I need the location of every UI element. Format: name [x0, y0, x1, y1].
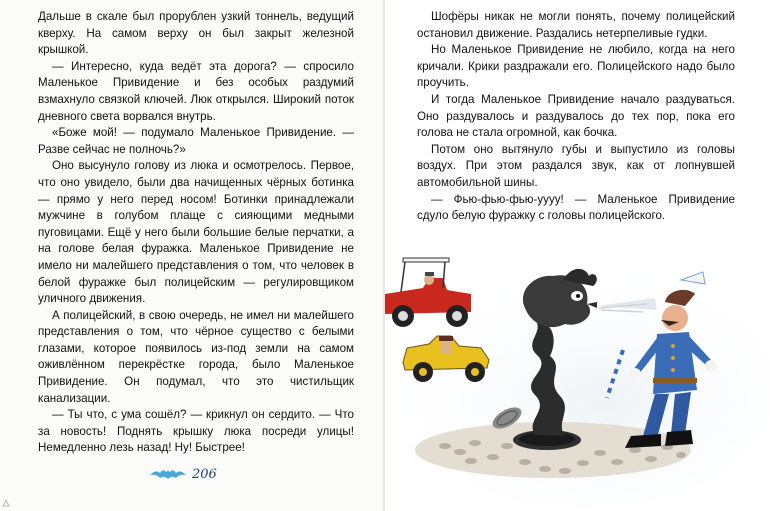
- street-illustration: [385, 250, 770, 511]
- left-page-text: [38, 9, 354, 457]
- right-page: [385, 0, 770, 511]
- paragraph: — Ты что, с ума сошёл? — крикнул он сердито. — Что за новость! Поднять крышку люка посреди улицы! Немедленно лезь назад! Ну! Быстрее!: [38, 408, 354, 455]
- paragraph: — Интересно, куда ведёт эта дорога? — спросило Маленькое Привидение и без особых раздумий взмахнуло связкой ключей. Люк открылся. Широкий поток дневного света ворвался внутрь.: [38, 59, 354, 123]
- paragraph: Потом оно вытянуло губы и выпустило из головы воздух. При этом раздался звук, как от лопнувшей автомобильной шины.: [417, 142, 735, 189]
- red-car: [385, 258, 471, 327]
- paragraph: Дальше в скале был прорублен узкий тоннель, ведущий кверху. На самом верху он был закрыт железной крышкой.: [38, 10, 354, 57]
- paragraph: Шофёры никак не могли понять, почему полицейский остановил движение. Раздались нетерпеливые гудки.: [417, 10, 735, 40]
- page-number-folio: [148, 466, 217, 482]
- paragraph: «Боже мой! — подумало Маленькое Привидение. — Разве сейчас не полночь?»: [38, 126, 354, 156]
- bat-ornament-icon: [148, 466, 188, 482]
- left-page: [0, 0, 383, 511]
- paragraph: И тогда Маленькое Привидение начало раздуваться. Оно раздувалось и раздувалось до тех пор, пока его голова не стала огромной, как бочка.: [417, 92, 735, 140]
- triangle-mark-icon: [2, 499, 10, 507]
- paragraph: — Фью-фью-фью-уууу! — Маленькое Привидение сдуло белую фуражку с головы полицейского.: [417, 192, 735, 223]
- right-page-text: [417, 9, 735, 225]
- page-number: 206: [192, 466, 217, 482]
- paragraph: Но Маленькое Привидение не любило, когда на него кричали. Крики раздражали его. Полицейского надо было проучить.: [417, 43, 735, 90]
- paragraph: Оно высунуло голову из люка и осмотрелось. Первое, что оно увидело, были два начищенных чёрных ботинка — прямо у него перед носом! Ботинки принадлежали мужчине в голубом плаще с сияющими медными пуговицами. Ещё у него были большие белые перчатки, а на голове белая фуражка. Маленькое Привидение не имело ни малейшего представления о том, что человек в белой фуражке был полицейским — регулировщиком уличного движения.: [38, 159, 354, 306]
- paragraph: А полицейский, в свою очередь, не имел ни малейшего представления о том, что чёрное существо с белыми глазами, которое появилось из-под земли на самом оживлённом перекрёстке города, было Маленькое Привидение. Он подумал, что это чистильщик канализации.: [38, 308, 354, 405]
